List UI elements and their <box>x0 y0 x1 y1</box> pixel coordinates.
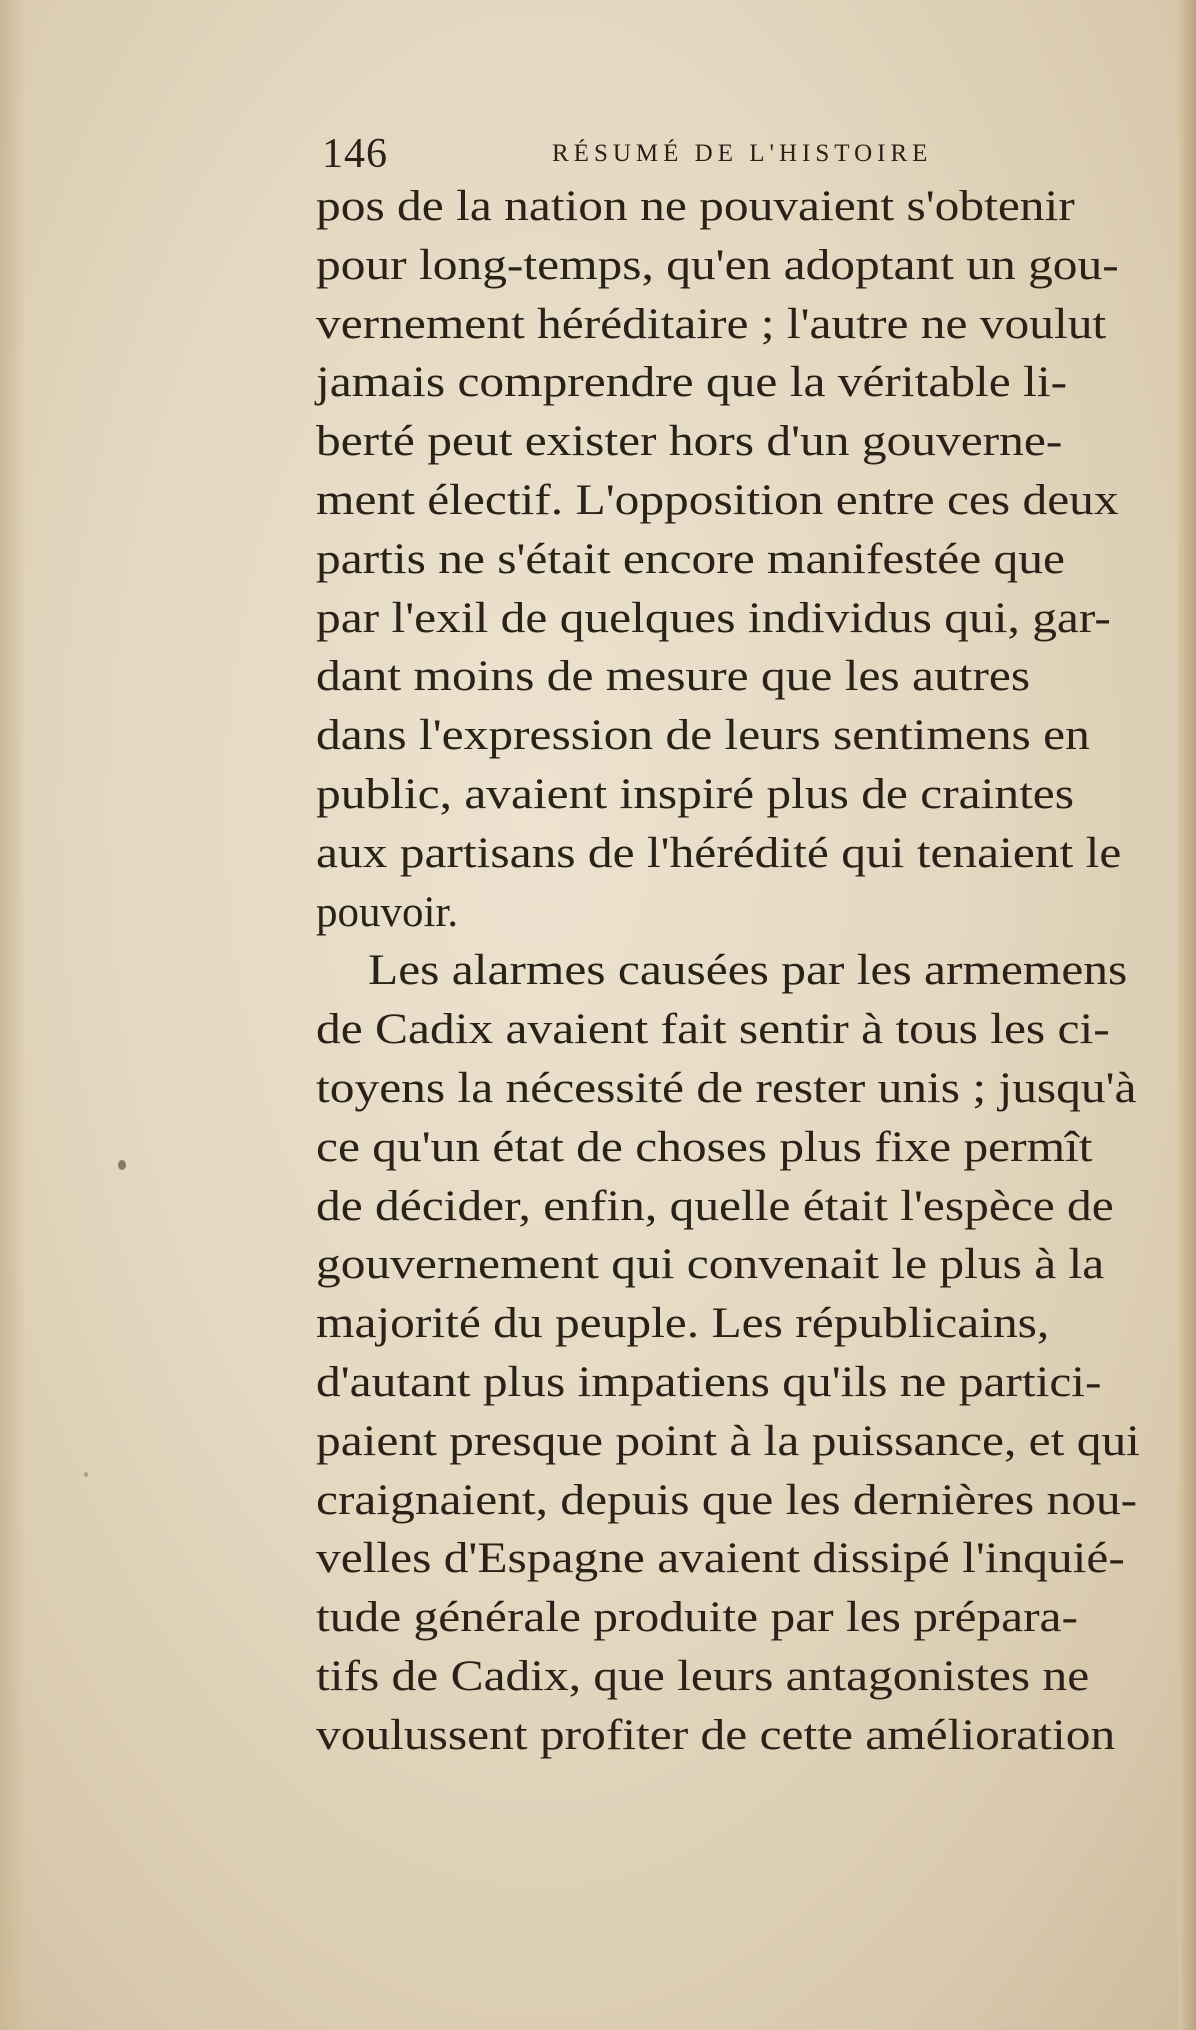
text-line: partis ne s'était encore manifestée que <box>316 535 1065 583</box>
text-line: aux partisans de l'hérédité qui tenaient le <box>316 829 1122 877</box>
paper-speck <box>84 1472 88 1477</box>
text-line: vernement héréditaire ; l'autre ne voulut <box>316 300 1107 348</box>
running-head: RÉSUMÉ DE L'HISTOIRE <box>552 140 933 167</box>
text-line: pour long-temps, qu'en adoptant un gou- <box>316 241 1119 289</box>
text-line: craignaient, depuis que les dernières nou- <box>316 1476 1138 1524</box>
text-line: dans l'expression de leurs sentimens en <box>316 712 1090 760</box>
text-line: tude générale produite par les prépara- <box>316 1594 1078 1642</box>
text-line: dant moins de mesure que les autres <box>316 653 1031 701</box>
text-line: par l'exil de quelques individus qui, gar- <box>316 594 1111 642</box>
paper-speck <box>118 1160 126 1170</box>
text-line: majorité du peuple. Les républicains, <box>316 1300 1050 1348</box>
text-line: pos de la nation ne pouvaient s'obtenir <box>316 183 1075 230</box>
text-line: paient presque point à la puissance, et qui <box>316 1417 1140 1465</box>
text-line: Les alarmes causées par les armemens <box>368 947 1128 995</box>
page-gutter-shadow <box>0 0 26 2030</box>
text-line: ment électif. L'opposition entre ces deux <box>316 477 1119 524</box>
text-line: d'autant plus impatiens qu'ils ne partici- <box>316 1359 1102 1406</box>
text-line: de Cadix avaient fait sentir à tous les ci- <box>316 1006 1110 1054</box>
page-edge <box>1178 0 1196 2030</box>
page-header <box>322 130 1012 180</box>
text-line: ce qu'un état de choses plus fixe permît <box>316 1123 1093 1171</box>
text-line: gouvernement qui convenait le plus à la <box>316 1241 1105 1289</box>
text-line: tifs de Cadix, que leurs antagonistes ne <box>316 1653 1090 1700</box>
text-line: toyens la nécessité de rester unis ; jusqu'à <box>316 1065 1137 1112</box>
text-line: jamais comprendre que la véritable li- <box>316 359 1068 407</box>
text-line: pouvoir. <box>316 888 459 936</box>
text-line: de décider, enfin, quelle était l'espèce de <box>316 1182 1114 1230</box>
page-number: 146 <box>322 131 388 177</box>
text-line: voulussent profiter de cette amélioration <box>316 1711 1116 1759</box>
text-line: public, avaient inspiré plus de craintes <box>316 771 1075 818</box>
text-line: velles d'Espagne avaient dissipé l'inquié- <box>316 1535 1125 1583</box>
text-line: berté peut exister hors d'un gouverne- <box>316 418 1063 466</box>
